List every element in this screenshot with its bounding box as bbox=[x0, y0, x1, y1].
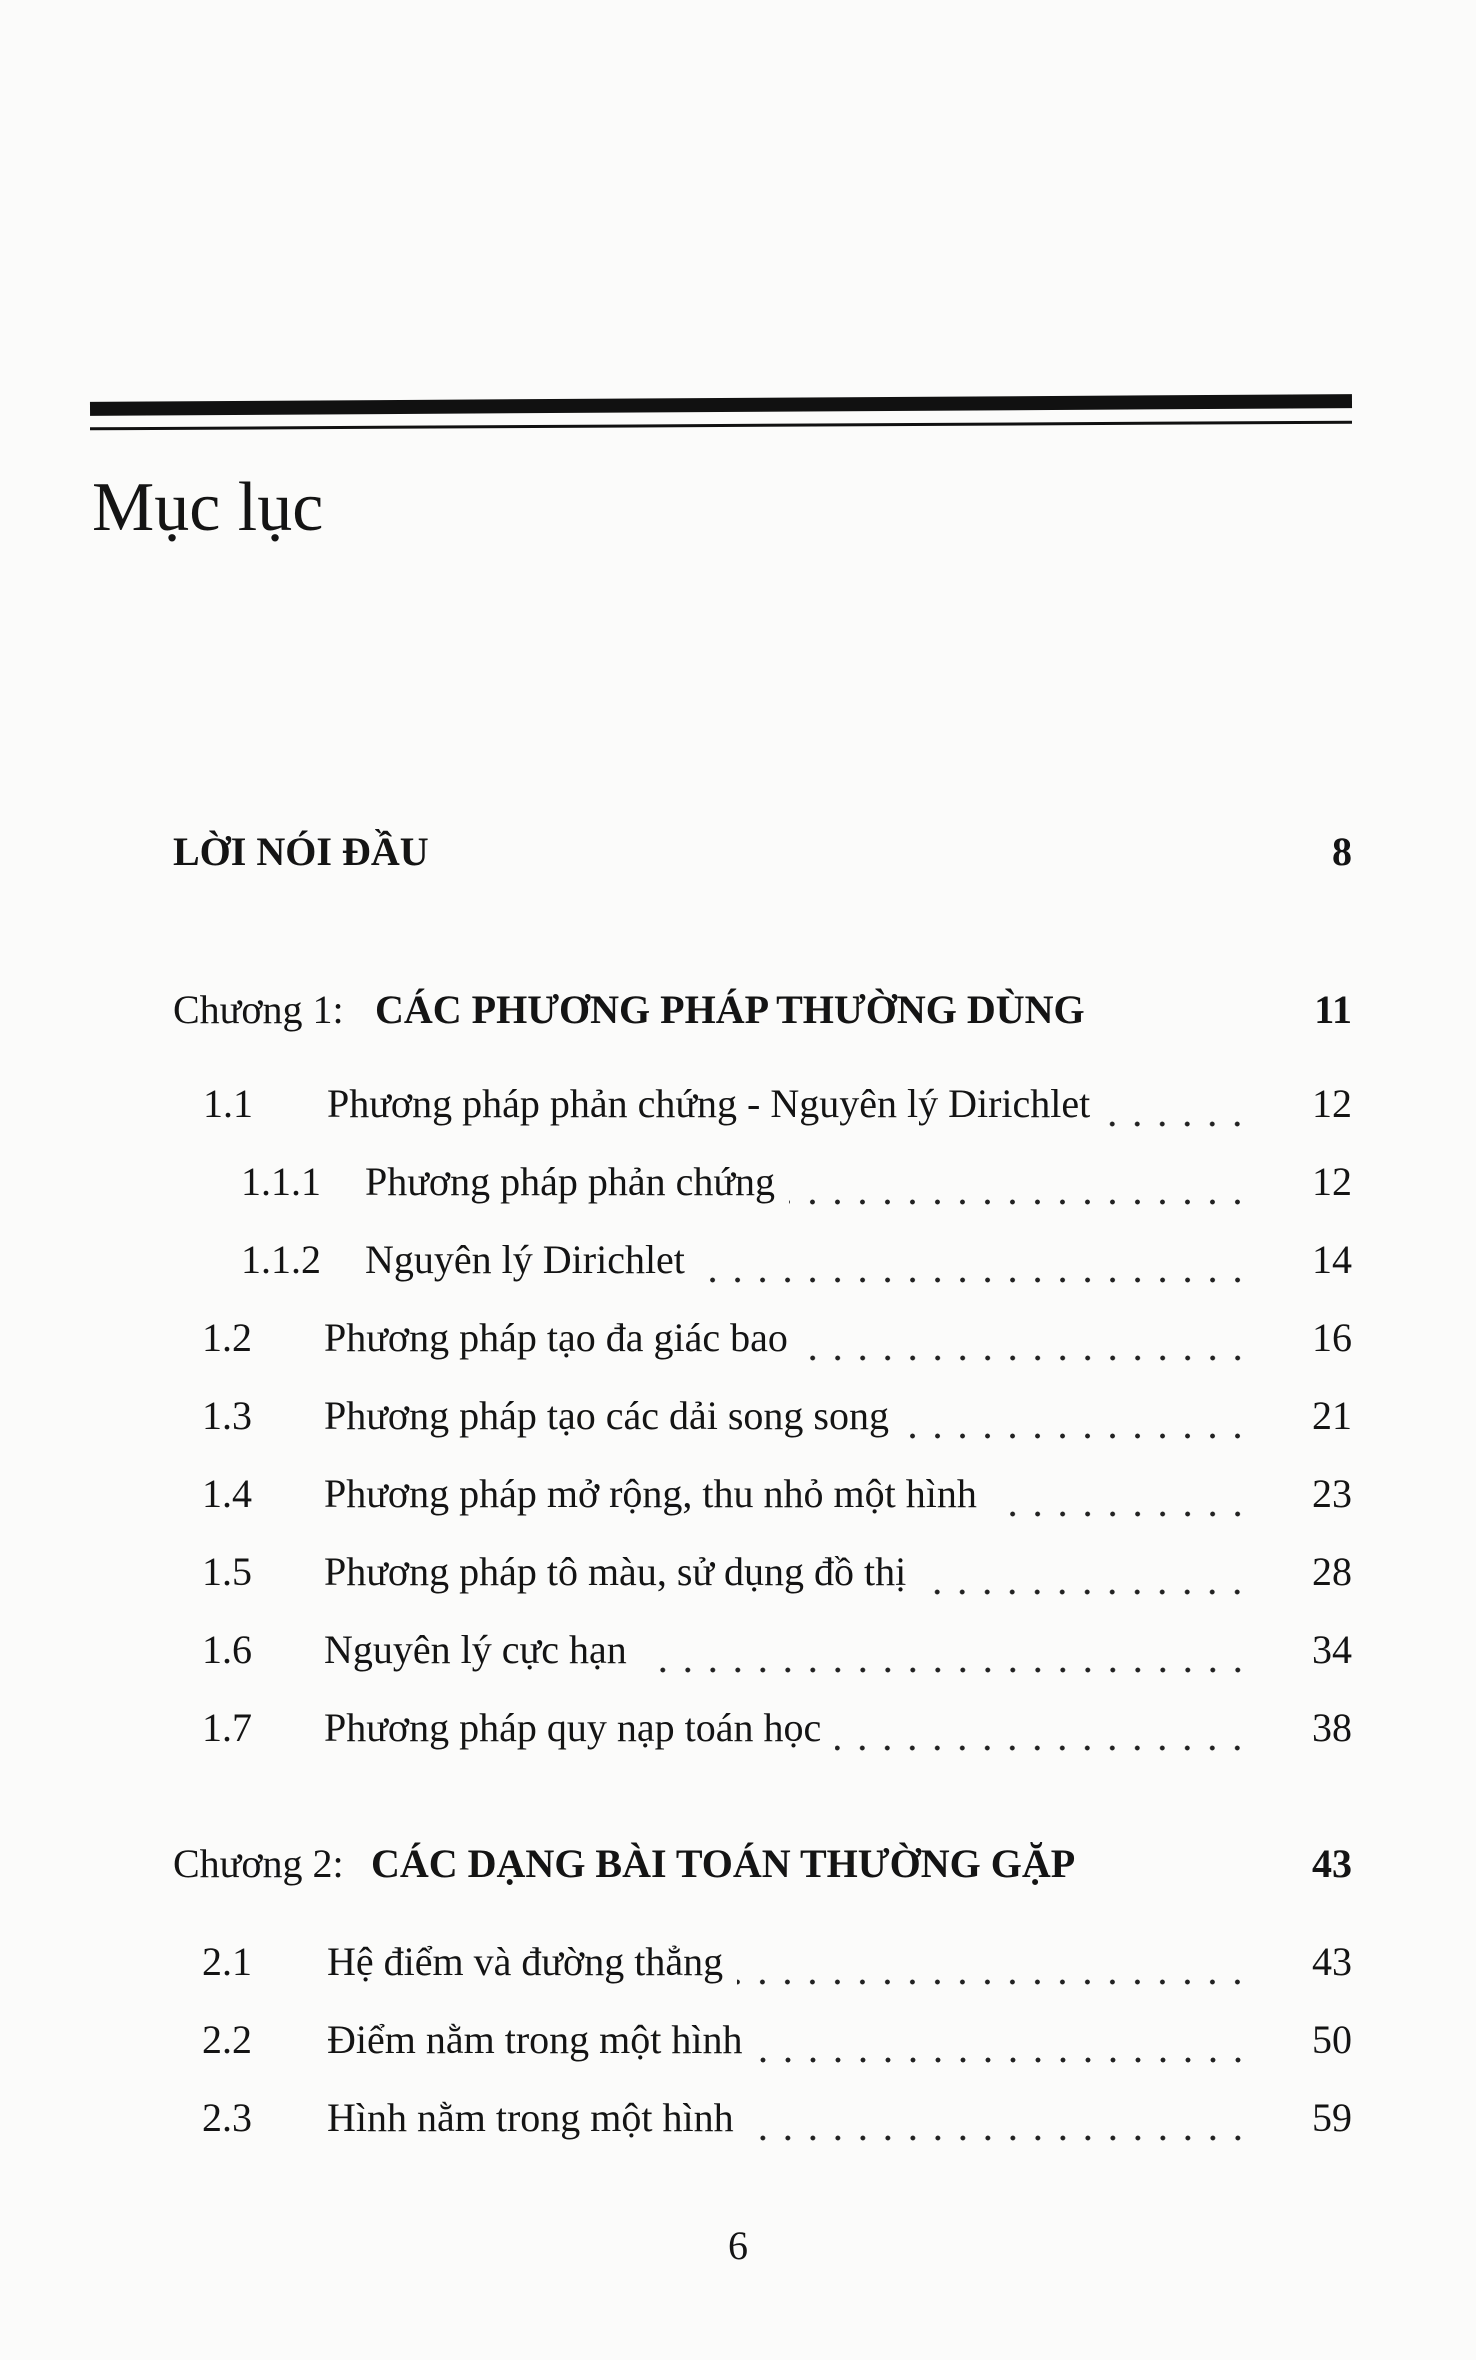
toc-entry-number: Chương 1: bbox=[173, 987, 344, 1032]
dot-leader bbox=[1104, 1120, 1250, 1128]
toc-entry-number: 2.2 bbox=[202, 2017, 252, 2062]
toc-entry-row bbox=[0, 1080, 1476, 1140]
dot-leader bbox=[699, 1276, 1250, 1284]
toc-entry-row bbox=[0, 2094, 1476, 2154]
toc-entry-label: Phương pháp phản chứng - Nguyên lý Dirichlet bbox=[327, 1081, 1091, 1126]
toc-entry-row bbox=[0, 1626, 1476, 1686]
toc-entry-label: Nguyên lý cực hạn bbox=[324, 1627, 627, 1672]
toc-entry-number: 1.4 bbox=[202, 1471, 252, 1516]
toc-entry-page: 50 bbox=[1312, 2017, 1352, 2062]
toc-entry-row bbox=[0, 1314, 1476, 1374]
toc-entry-label: Hệ điểm và đường thẳng bbox=[327, 1939, 724, 1984]
toc-entry-row bbox=[0, 2016, 1476, 2076]
toc-entry-label: Nguyên lý Dirichlet bbox=[365, 1237, 685, 1282]
dot-leader bbox=[991, 1510, 1250, 1518]
toc-entry-page: 28 bbox=[1312, 1549, 1352, 1594]
dot-leader bbox=[641, 1666, 1250, 1674]
toc-entry-page: 21 bbox=[1312, 1393, 1352, 1438]
dot-leader bbox=[1099, 1026, 1250, 1034]
toc-entry-page: 43 bbox=[1312, 1841, 1352, 1886]
toc-entry-label: Phương pháp mở rộng, thu nhỏ một hình bbox=[324, 1471, 977, 1516]
toc-entry-label: Hình nằm trong một hình bbox=[327, 2095, 734, 2140]
toc-entry-label: LỜI NÓI ĐẦU bbox=[173, 829, 429, 874]
toc-entry-number: 1.1.2 bbox=[241, 1237, 321, 1282]
toc-entry-label: Phương pháp tạo các dải song song bbox=[324, 1393, 889, 1438]
toc-entry-row bbox=[0, 1392, 1476, 1452]
toc-entry-page: 59 bbox=[1312, 2095, 1352, 2140]
toc-entry-page: 38 bbox=[1312, 1705, 1352, 1750]
header-rule-thick bbox=[90, 394, 1352, 416]
toc-entry-label: Phương pháp tạo đa giác bao bbox=[324, 1315, 788, 1360]
dot-leader bbox=[443, 868, 1250, 876]
toc-entry-label: Phương pháp quy nạp toán học bbox=[324, 1705, 822, 1750]
dot-leader bbox=[757, 2056, 1250, 2064]
toc-entry-row bbox=[0, 828, 1476, 888]
page-number: 6 bbox=[728, 2223, 748, 2268]
dot-leader bbox=[802, 1354, 1250, 1362]
toc-chapter-row bbox=[0, 986, 1476, 1046]
toc-entry-label: Phương pháp phản chứng bbox=[365, 1159, 776, 1204]
toc-entry-page: 8 bbox=[1332, 829, 1352, 874]
toc-entry-number: 1.1 bbox=[203, 1081, 253, 1126]
page-title: Mục lục bbox=[92, 469, 324, 546]
toc-entry-number: 1.3 bbox=[202, 1393, 252, 1438]
toc-entry-number: 1.6 bbox=[202, 1627, 252, 1672]
toc-entry-page: 16 bbox=[1312, 1315, 1352, 1360]
toc-entry-number: 2.3 bbox=[202, 2095, 252, 2140]
toc-entry-page: 12 bbox=[1312, 1081, 1352, 1126]
toc-entry-label: Điểm nằm trong một hình bbox=[327, 2017, 743, 2062]
toc-entry-number: 2.1 bbox=[202, 1939, 252, 1984]
toc-entry-label: CÁC PHƯƠNG PHÁP THƯỜNG DÙNG bbox=[375, 987, 1085, 1032]
toc-entry-row bbox=[0, 1470, 1476, 1530]
toc-entry-page: 23 bbox=[1312, 1471, 1352, 1516]
header-rule-thin bbox=[90, 421, 1352, 431]
toc-entry-number: Chương 2: bbox=[173, 1841, 344, 1886]
toc-entry-number: 1.2 bbox=[202, 1315, 252, 1360]
toc-entry-page: 43 bbox=[1312, 1939, 1352, 1984]
dot-leader bbox=[737, 1978, 1250, 1986]
dot-leader bbox=[1089, 1880, 1250, 1888]
toc-entry-row bbox=[0, 1236, 1476, 1296]
toc-entry-page: 11 bbox=[1314, 987, 1352, 1032]
toc-entry-page: 12 bbox=[1312, 1159, 1352, 1204]
toc-entry-row bbox=[0, 1158, 1476, 1218]
dot-leader bbox=[920, 1588, 1250, 1596]
toc-entry-page: 14 bbox=[1312, 1237, 1352, 1282]
toc-entry-row bbox=[0, 1548, 1476, 1608]
dot-leader bbox=[835, 1744, 1250, 1752]
toc-entry-row bbox=[0, 1704, 1476, 1764]
dot-leader bbox=[903, 1432, 1250, 1440]
toc-entry-number: 1.1.1 bbox=[241, 1159, 321, 1204]
toc-entry-number: 1.7 bbox=[202, 1705, 252, 1750]
toc-entry-label: Phương pháp tô màu, sử dụng đồ thị bbox=[324, 1549, 907, 1594]
toc-entry-label: CÁC DẠNG BÀI TOÁN THƯỜNG GẶP bbox=[371, 1841, 1076, 1886]
toc-entry-row bbox=[0, 1938, 1476, 1998]
toc-chapter-row bbox=[0, 1840, 1476, 1900]
toc-entry-page: 34 bbox=[1312, 1627, 1352, 1672]
dot-leader bbox=[748, 2134, 1250, 2142]
toc-entry-number: 1.5 bbox=[202, 1549, 252, 1594]
dot-leader bbox=[789, 1198, 1250, 1206]
